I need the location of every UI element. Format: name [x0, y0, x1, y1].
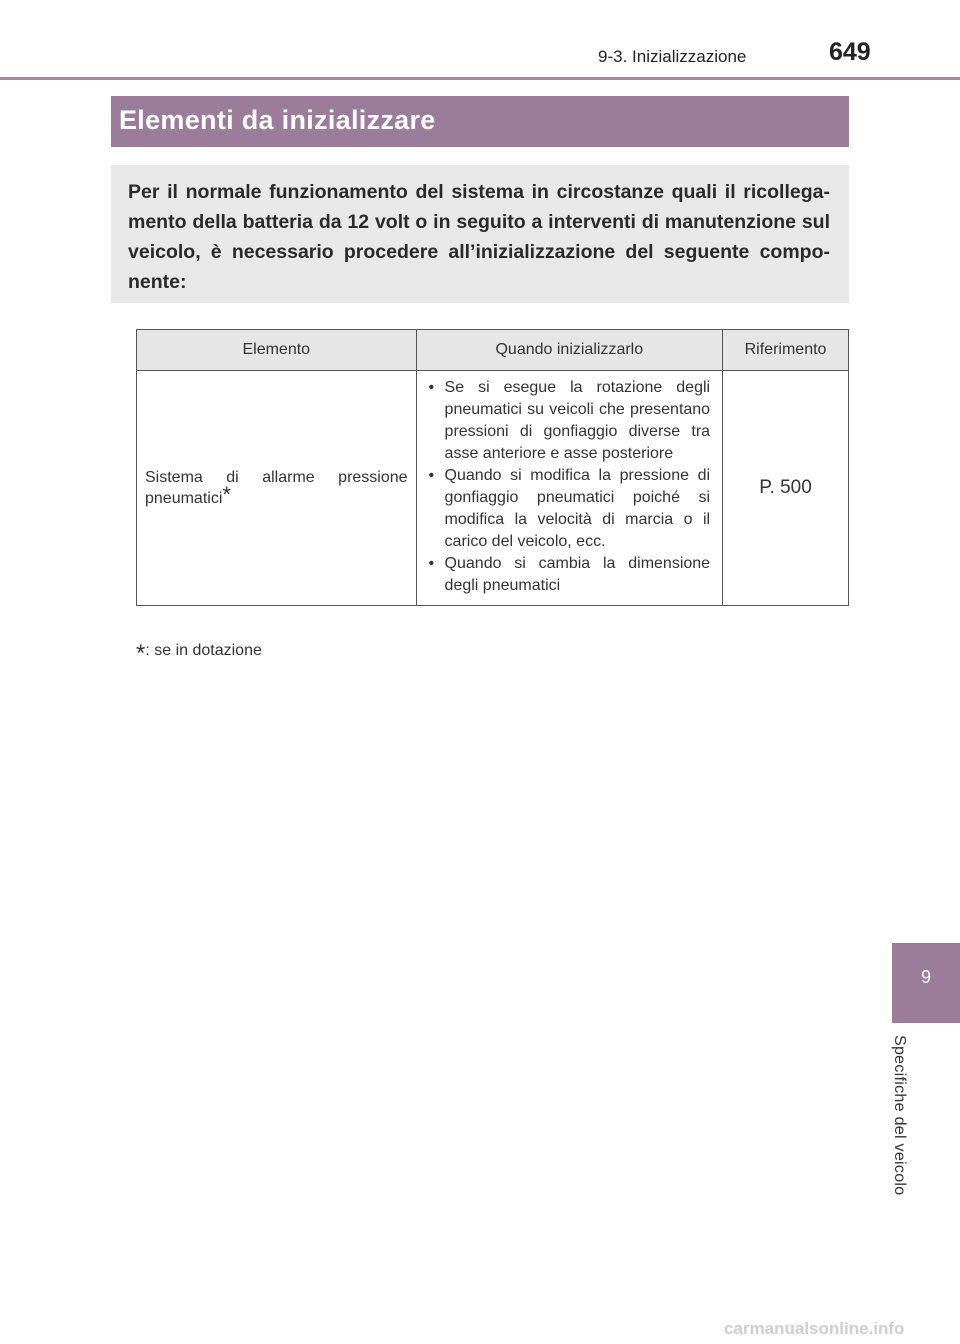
column-header-element: Elemento: [137, 330, 417, 371]
element-name: Sistema di allarme pressione pneumatici: [145, 469, 408, 507]
section-title-bar: [111, 96, 849, 147]
column-header-when: Quando inizializzarlo: [416, 330, 723, 371]
header-rule: [0, 77, 960, 80]
column-header-reference: Riferimento: [723, 330, 849, 371]
when-item: • Se si esegue la rotazione degli pneumatici su veicoli che presentano pressioni di gonfiaggio diverse tra asse anteriore e asse posteriore: [427, 377, 711, 465]
intro-box: [111, 165, 849, 303]
footnote: [136, 640, 262, 668]
watermark: carmanualsonline.info: [724, 1319, 905, 1338]
table-row: [137, 371, 849, 606]
chapter-tab[interactable]: [892, 943, 960, 1023]
section-title: Elementi da inizializzare: [119, 105, 436, 135]
page-number: 649: [829, 38, 871, 66]
when-cell: [416, 371, 723, 606]
when-list: [427, 377, 711, 597]
when-item: • Quando si modifica la pressione di gonfiaggio pneumatici poiché si modifica la velocità di marcia o il carico del veicolo, ecc.: [427, 465, 711, 553]
table-header-row: [137, 330, 849, 371]
footnote-text: : se in dotazione: [145, 642, 262, 659]
initialization-table: [136, 329, 849, 606]
equipment-marker: *: [222, 482, 231, 507]
chapter-label: [893, 1035, 923, 1235]
element-cell: [137, 371, 417, 606]
footnote-marker: *: [136, 640, 146, 667]
chapter-number: 9: [920, 967, 931, 987]
chapter-label-text: Specifiche del veicolo: [891, 1035, 908, 1196]
header-section-title: 9-3. Inizializzazione: [598, 47, 747, 66]
when-item: • Quando si cambia la dimensione degli pneumatici: [427, 553, 711, 597]
reference-link[interactable]: P. 500: [723, 371, 849, 606]
intro-text: Per il normale funzionamento del sistema in circostanze quali il ricollegamento della batteria da 12 volt o in seguito a interventi di manutenzione sul veicolo, è necessario procedere all’inizializzazione del seguente componente:: [128, 181, 830, 293]
